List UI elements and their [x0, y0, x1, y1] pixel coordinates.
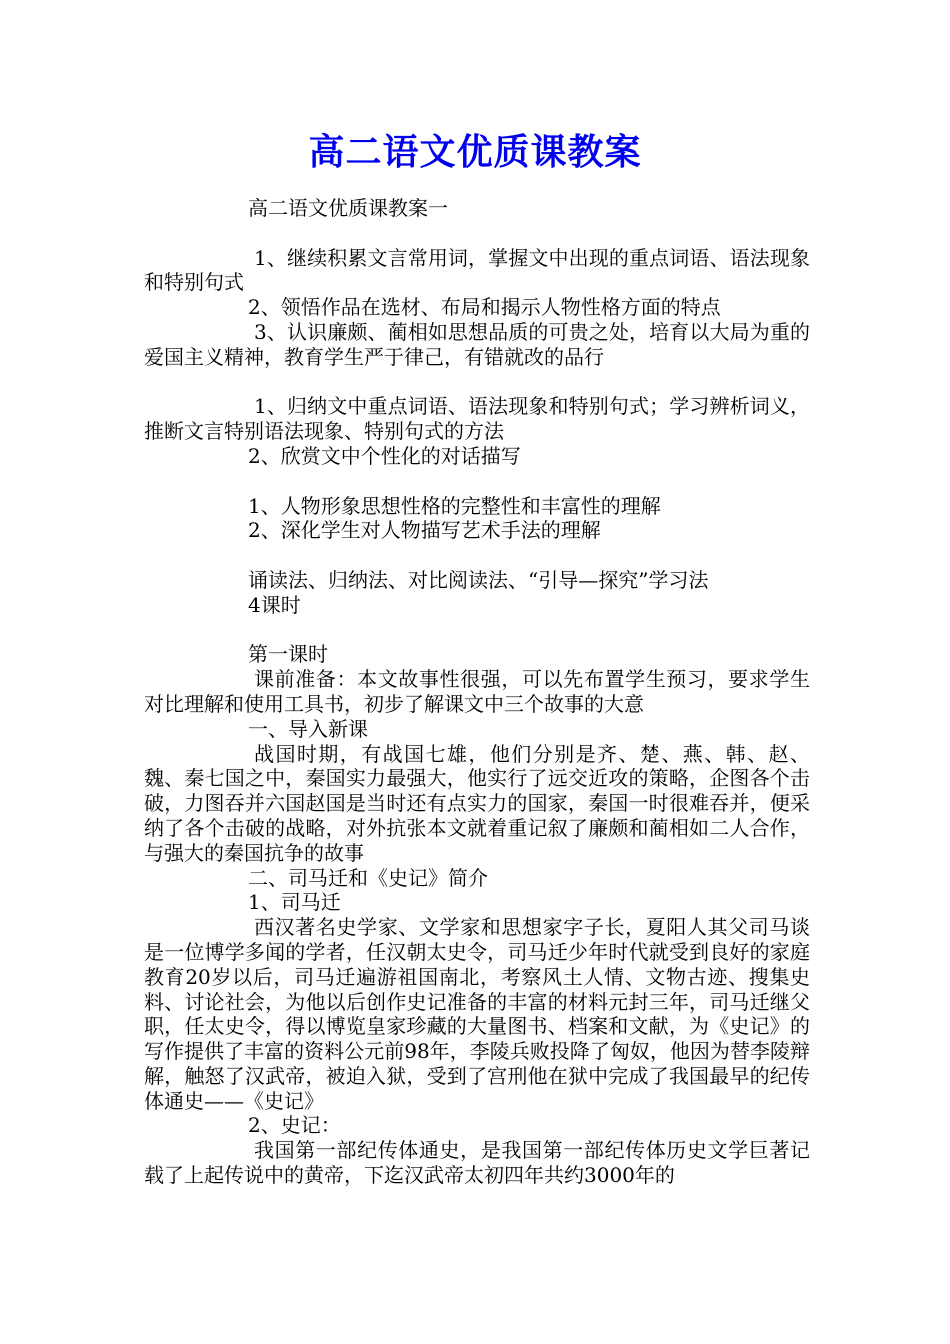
paragraph: 高二语文优质课教案一 — [248, 196, 448, 220]
paragraph: 一、导入新课 — [248, 716, 368, 741]
paragraph-spacer — [144, 370, 810, 395]
paragraph: 1、人物形象思想性格的完整性和丰富性的理解 — [248, 493, 661, 518]
paragraph: 课前准备：本文故事性很强，可以先布置学生预习，要求学生对比理解和使用工具书，初步了解课文中三个故事的大意 — [144, 667, 810, 716]
paragraph: 诵读法、归纳法、对比阅读法、“引导—探究”学习法 — [248, 567, 709, 592]
paragraph: 战国时期，有战国七雄，他们分别是齐、楚、燕、韩、赵、魏、秦七国之中，秦国实力最强大，他实行了远交近攻的策略，企图各个击破，力图吞并六国赵国是当时还有点实力的国家，秦国一时很难吞并，便采纳了各个击破的战略，对外抗张本文就着重记叙了廉颇和蔺相如二人合作，与强大的秦国抗争的故事 — [144, 741, 810, 865]
document-title: 高二语文优质课教案 — [308, 131, 642, 173]
paragraph: 2、深化学生对人物描写艺术手法的理解 — [248, 518, 601, 543]
paragraph: 2、史记： — [248, 1113, 341, 1138]
paragraph-spacer — [144, 221, 810, 246]
paragraph-spacer — [144, 469, 810, 494]
paragraph: 1、司马迁 — [248, 890, 341, 915]
paragraph: 二、司马迁和《史记》简介 — [248, 865, 488, 890]
paragraph: 第一课时 — [248, 642, 328, 667]
paragraph: 西汉著名史学家、文学家和思想家字子长，夏阳人其父司马谈是一位博学多闻的学者，任汉朝太史令，司马迁少年时代就受到良好的家庭教育20岁以后，司马迁遍游祖国南北，考察风土人情、文物古迹、搜集史料、讨论社会，为他以后创作史记准备的丰富的材料元封三年，司马迁继父职，任太史令，得以博览皇家珍藏的大量图书、档案和文献，为《史记》的写作提供了丰富的资料公元前98年，李陵兵败投降了匈奴，他因为替李陵辩解，触怒了汉武帝，被迫入狱，受到了宫刑他在狱中完成了我国最早的纪传体通史——《史记》 — [144, 915, 810, 1113]
paragraph: 1、归纳文中重点词语、语法现象和特别句式；学习辨析词义，推断文言特别语法现象、特别句式的方法 — [144, 394, 810, 444]
paragraph: 4课时 — [248, 592, 301, 617]
document-body — [144, 196, 810, 1188]
paragraph-spacer — [144, 543, 810, 568]
paragraph: 2、领悟作品在选材、布局和揭示人物性格方面的特点 — [248, 295, 721, 320]
paragraph: 2、欣赏文中个性化的对话描写 — [248, 443, 521, 468]
paragraph: 3、认识廉颇、蔺相如思想品质的可贵之处，培育以大局为重的爱国主义精神，教育学生严于律己，有错就改的品行 — [144, 319, 810, 369]
paragraph: 1、继续积累文言常用词，掌握文中出现的重点词语、语法现象和特别句式 — [144, 245, 810, 295]
paragraph-spacer — [144, 618, 810, 643]
paragraph: 我国第一部纪传体通史，是我国第一部纪传体历史文学巨著记载了上起传说中的黄帝，下迄汉武帝太初四年共约3000年的 — [144, 1138, 810, 1188]
